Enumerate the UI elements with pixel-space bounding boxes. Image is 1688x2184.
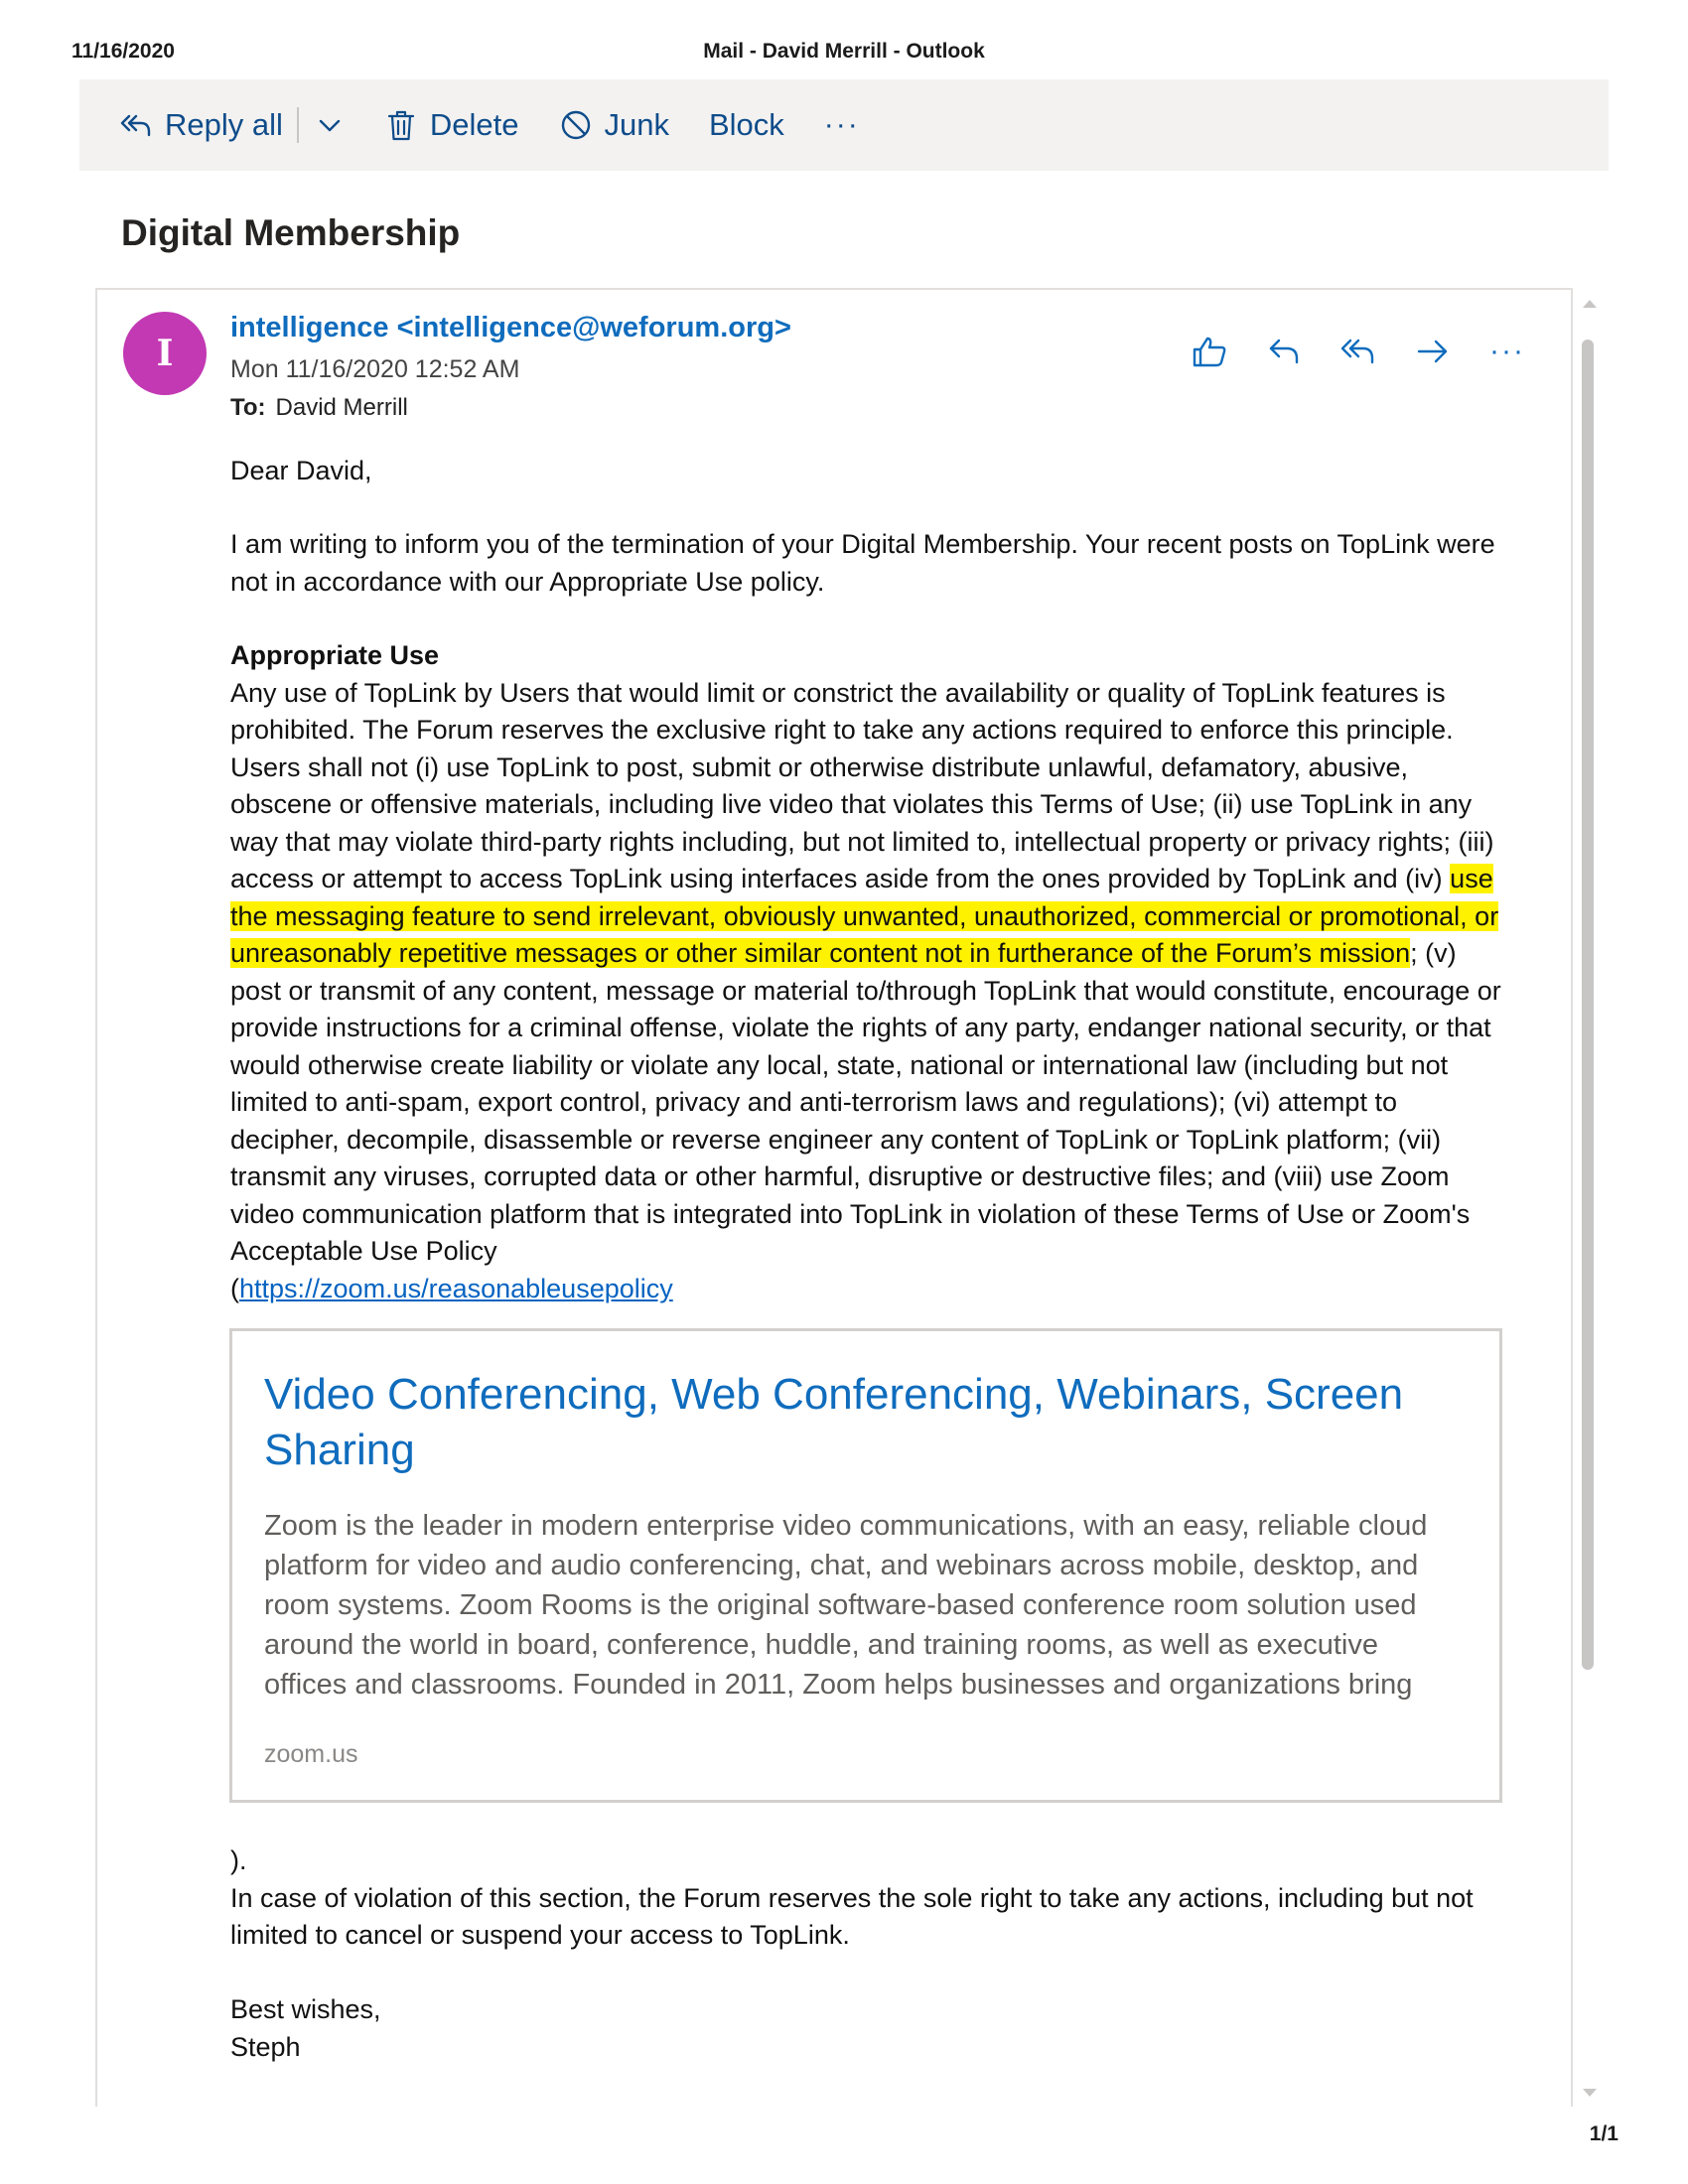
- scroll-down-arrow-icon[interactable]: [1583, 2089, 1597, 2097]
- message-toolbar: [79, 79, 1609, 171]
- reply-all-icon: [1339, 333, 1377, 370]
- reading-pane-scrollbar[interactable]: [1578, 288, 1600, 2105]
- policy-heading: Appropriate Use: [230, 640, 440, 670]
- policy-paragraph: [230, 675, 1511, 1271]
- print-date: 11/16/2020: [71, 40, 175, 63]
- reply-icon: [1265, 333, 1303, 370]
- page-number: 1/1: [1589, 2122, 1618, 2145]
- sent-date: Mon 11/16/2020 12:52 AM: [230, 355, 520, 383]
- block-button[interactable]: [709, 107, 784, 143]
- highlighted-policy-text: use the messaging feature to send irrelevant, obviously unwanted, unauthorized, commercial or promotional, or unreasonably repetitive messages or other similar content not in furtherance of the Forum’s mission: [230, 864, 1499, 968]
- recipient-name[interactable]: David Merrill: [275, 394, 408, 421]
- reply-all-action-button[interactable]: [1336, 330, 1380, 373]
- signature-block: [230, 1991, 1511, 2066]
- message-actions: [1188, 330, 1560, 373]
- toolbar-more-button[interactable]: ···: [823, 108, 860, 141]
- zoom-policy-link[interactable]: https://zoom.us/reasonableusepolicy: [239, 1273, 673, 1303]
- to-label: To:: [230, 394, 266, 421]
- delete-button[interactable]: [384, 107, 519, 143]
- block-circle-icon: [559, 108, 593, 142]
- print-title: Mail - David Merrill - Outlook: [703, 40, 985, 63]
- thumbs-up-icon: [1191, 333, 1228, 370]
- delete-label: Delete: [429, 107, 519, 142]
- reply-button[interactable]: [1262, 330, 1306, 373]
- intro-paragraph: I am writing to inform you of the termination of your Digital Membership. Your recent posts on TopLink were not in accordance with our Appropriate Use policy.: [230, 529, 1495, 597]
- greeting: Dear David,: [230, 456, 372, 485]
- link-preview-title[interactable]: Video Conferencing, Web Conferencing, Webinars, Screen Sharing: [264, 1370, 1404, 1474]
- recipient-line: [230, 394, 408, 422]
- print-header: [0, 40, 1688, 69]
- forward-arrow-icon: [1414, 333, 1452, 370]
- reply-all-label: Reply all: [165, 107, 283, 142]
- sender-name[interactable]: intelligence <intelligence@weforum.org>: [230, 312, 791, 343]
- junk-label: Junk: [604, 107, 669, 142]
- reply-options-button[interactable]: [315, 110, 345, 140]
- more-actions-button[interactable]: ···: [1489, 335, 1525, 367]
- reply-all-button[interactable]: [119, 107, 283, 143]
- link-open-paren: (: [230, 1273, 239, 1303]
- sign-off: Best wishes,: [230, 1994, 381, 2024]
- email-subject: Digital Membership: [121, 212, 461, 253]
- closing-paragraph: In case of violation of this section, the Forum reserves the sole right to take any actions, including but not limited to cancel or suspend your access to TopLink.: [230, 1882, 1474, 1950]
- signature-name: Steph: [230, 2031, 301, 2062]
- policy-text-before: Any use of TopLink by Users that would limit or constrict the availability or quality of TopLink features is prohibited. The Forum reserves the exclusive right to take any actions required to enforce this principle. Users shall not (i) use TopLink to post, submit or otherwise distribute unlawful, defamatory, abusive, obscene or offensive materials, including live video that violates this Terms of Use; (ii) use TopLink in any way that may violate third-party rights including, but not limited to, intellectual property or privacy rights; (iii) access or attempt to access TopLink using interfaces aside from the ones provided by TopLink and (iv): [230, 677, 1494, 893]
- junk-button[interactable]: [559, 107, 669, 143]
- link-preview-card[interactable]: [229, 1328, 1502, 1803]
- sender-avatar[interactable]: I: [123, 312, 207, 395]
- closing-section: [230, 1843, 1511, 1955]
- policy-text-after: ; (v) post or transmit of any content, message or material to/through TopLink that would constitute, encourage or provide instructions for a criminal offense, violate the rights of any party, endanger national security, or that would otherwise create liability or violate any local, state, national or international law (including but not limited to anti-spam, export control, privacy and anti-terrorism laws and regulations); (vi) attempt to decipher, decompile, disassemble or reverse engineer any content of TopLink or TopLink platform; (vii) transmit any viruses, corrupted data or other harmful, disruptive or destructive files; and (viii) use Zoom video communication platform that is integrated into TopLink in violation of these Terms of Use or Zoom's Acceptable Use Policy: [230, 938, 1501, 1266]
- link-preview-domain: zoom.us: [264, 1740, 358, 1768]
- link-preview-description: Zoom is the leader in modern enterprise video communications, with an easy, reliable cloud platform for video and audio conferencing, chat, and webinars across mobile, desktop, and room systems. Zoom Rooms is the original software-based conference room solution used around the world in board, conference, huddle, and training rooms, as well as executive offices and classrooms. Founded in 2011, Zoom helps businesses and organizations bring: [264, 1510, 1428, 1701]
- trash-icon: [384, 108, 418, 142]
- chevron-down-icon: [315, 110, 345, 140]
- scroll-up-arrow-icon[interactable]: [1583, 300, 1597, 308]
- toolbar-divider: [297, 107, 299, 143]
- policy-link-line: [230, 1271, 1511, 1308]
- policy-section: [230, 637, 1511, 1307]
- scroll-thumb[interactable]: [1582, 340, 1594, 1670]
- forward-button[interactable]: [1411, 330, 1455, 373]
- like-button[interactable]: [1188, 330, 1231, 373]
- closing-paren: ).: [230, 1845, 247, 1875]
- reply-all-icon: [119, 108, 153, 142]
- block-label: Block: [708, 107, 784, 142]
